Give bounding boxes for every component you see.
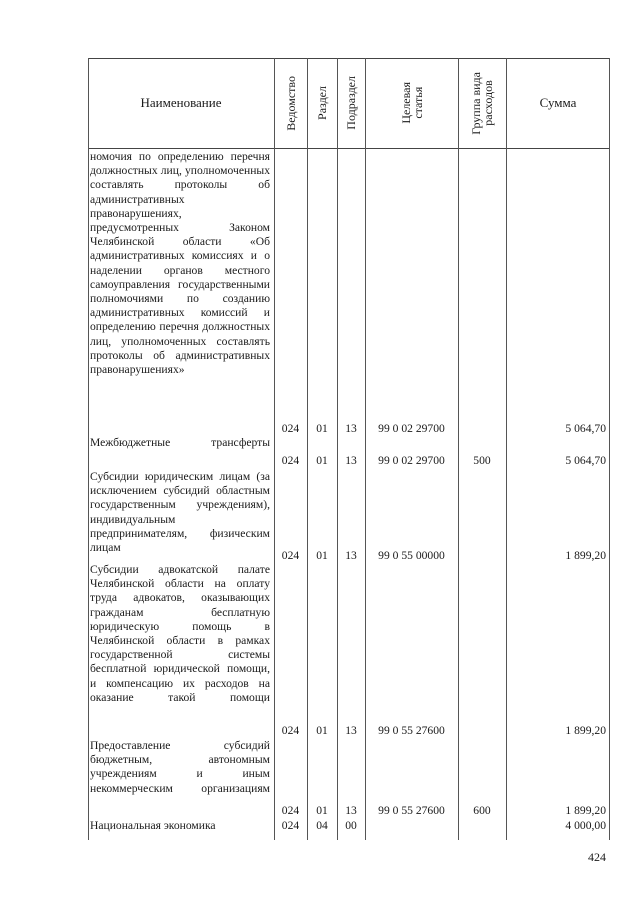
column-divider bbox=[337, 58, 338, 840]
header-podrazdel: Подраздел bbox=[344, 76, 358, 130]
row-celevaya: 99 0 02 29700 bbox=[378, 454, 445, 467]
column-divider bbox=[365, 58, 366, 840]
row-gruppa: 600 bbox=[473, 804, 491, 817]
column-divider bbox=[274, 58, 275, 840]
row-vedomstvo: 024 bbox=[281, 549, 300, 562]
column-divider bbox=[307, 58, 308, 840]
row-celevaya: 99 0 55 27600 bbox=[378, 724, 445, 737]
column-divider bbox=[458, 58, 459, 840]
row-vedomstvo: 024 bbox=[281, 724, 300, 737]
row-summa: 1 899,20 bbox=[565, 549, 606, 562]
row-celevaya: 99 0 55 27600 bbox=[378, 804, 445, 817]
row-summa: 5 064,70 bbox=[565, 454, 606, 467]
column-divider bbox=[506, 58, 507, 840]
row-podrazdel: 00 bbox=[345, 819, 357, 832]
header-summa: Сумма bbox=[539, 95, 577, 110]
column-divider bbox=[609, 58, 610, 840]
row-razdel: 01 bbox=[316, 422, 328, 435]
row-summa: 5 064,70 bbox=[565, 422, 606, 435]
row-celevaya: 99 0 02 29700 bbox=[378, 422, 445, 435]
row-celevaya: 99 0 55 00000 bbox=[378, 549, 445, 562]
header-celevaya-statya: Целевая статья bbox=[398, 82, 425, 124]
row-description: Субсидии адвокатской палате Челябинской области на оплату труда адвокатов, оказывающих гражданам бесплатную юридическую помощь в Челябинской области в рамках государственной системы бесплатной юридической помощи, и компенсацию их расходов на оказание такой помощи bbox=[90, 563, 270, 704]
row-vedomstvo: 024 bbox=[281, 454, 300, 467]
row-vedomstvo: 024 bbox=[281, 804, 300, 817]
header-vedomstvo: Ведомство bbox=[283, 75, 298, 131]
row-vedomstvo: 024 bbox=[281, 819, 300, 832]
row-podrazdel: 13 bbox=[345, 724, 357, 737]
header-gruppa-vida-rashodov: Группа вида расходов bbox=[469, 71, 495, 135]
row-vedomstvo: 024 bbox=[281, 422, 300, 435]
header-razdel: Раздел bbox=[315, 86, 329, 120]
row-description: номочия по определению перечня должностных лиц, уполномоченных составлять протоколы об административных правонарушениях, предусмотренных Законом Челябинской области «Об административных комиссиях и о наделении органов местного самоуправления государственными полномочиями по созданию административных комиссий и определению перечня должностных лиц, уполномоченных составлять протоколы об административных правонарушениях» bbox=[90, 150, 270, 377]
row-razdel: 01 bbox=[316, 454, 328, 467]
row-summa: 1 899,20 bbox=[565, 804, 606, 817]
row-description: Межбюджетные трансферты bbox=[90, 436, 270, 449]
row-description: Субсидии юридическим лицам (за исключением субсидий областным государственным учреждениям), индивидуальным предпринимателям, физическим лицам bbox=[90, 470, 270, 555]
budget-table bbox=[88, 58, 610, 840]
header-name: Наименование bbox=[140, 95, 222, 110]
row-description: Национальная экономика bbox=[90, 819, 216, 832]
header-bottom-border bbox=[88, 148, 610, 149]
row-description: Предоставление субсидий бюджетным, автономным учреждениям и иным некоммерческим организациям bbox=[90, 739, 270, 795]
row-razdel: 01 bbox=[316, 724, 328, 737]
column-divider bbox=[88, 58, 89, 840]
row-podrazdel: 13 bbox=[345, 549, 357, 562]
row-razdel: 04 bbox=[316, 819, 328, 832]
row-summa: 4 000,00 bbox=[565, 819, 606, 832]
row-razdel: 01 bbox=[316, 804, 328, 817]
row-summa: 1 899,20 bbox=[565, 724, 606, 737]
row-razdel: 01 bbox=[316, 549, 328, 562]
row-podrazdel: 13 bbox=[345, 422, 357, 435]
page-number: 424 bbox=[588, 850, 606, 864]
row-gruppa: 500 bbox=[473, 454, 491, 467]
row-podrazdel: 13 bbox=[345, 454, 357, 467]
row-podrazdel: 13 bbox=[345, 804, 357, 817]
